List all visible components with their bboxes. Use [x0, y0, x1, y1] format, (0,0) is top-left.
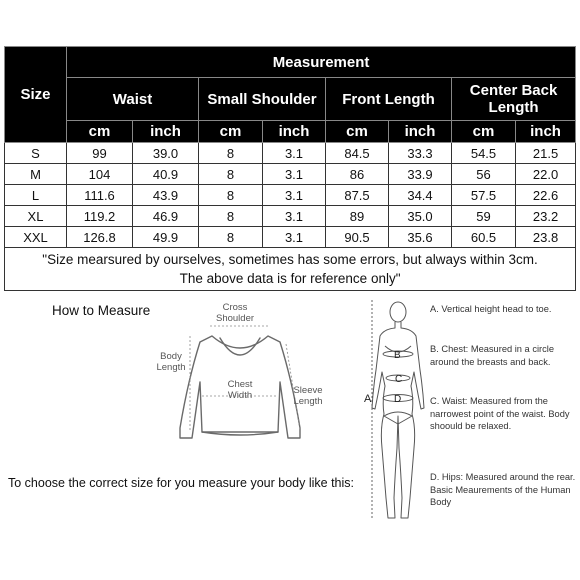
body-letter-a: A: [364, 393, 372, 405]
value-cell: 89: [326, 206, 389, 227]
value-cell: 56: [452, 164, 516, 185]
value-cell: 35.0: [389, 206, 452, 227]
value-cell: 3.1: [263, 206, 326, 227]
value-cell: 3.1: [263, 227, 326, 248]
value-cell: 8: [199, 185, 263, 206]
value-cell: 22.6: [516, 185, 576, 206]
value-cell: 3.1: [263, 143, 326, 164]
value-cell: 60.5: [452, 227, 516, 248]
unit-header: inch: [516, 121, 576, 143]
unit-header: inch: [263, 121, 326, 143]
choose-size-instruction: To choose the correct size for you measure your body like this:: [8, 476, 354, 490]
waist-header: Waist: [67, 78, 199, 121]
unit-header: cm: [452, 121, 516, 143]
body-figure: [362, 298, 432, 528]
value-cell: 39.0: [133, 143, 199, 164]
value-cell: 3.1: [263, 164, 326, 185]
value-cell: 8: [199, 206, 263, 227]
value-cell: 35.6: [389, 227, 452, 248]
value-cell: 54.5: [452, 143, 516, 164]
value-cell: 57.5: [452, 185, 516, 206]
value-cell: 34.4: [389, 185, 452, 206]
value-cell: 23.2: [516, 206, 576, 227]
measure-hips-text: D. Hips: Measured around the rear. Basic Meaurements of the Human Body: [430, 472, 576, 508]
cross-shoulder-label: Cross Shoulder: [215, 302, 255, 324]
table-row: [5, 164, 576, 185]
small-shoulder-header: Small Shoulder: [199, 78, 326, 121]
value-cell: 23.8: [516, 227, 576, 248]
value-cell: 119.2: [67, 206, 133, 227]
value-cell: 8: [199, 143, 263, 164]
measure-waist-text: C. Waist: Measured from the narrowest point of the waist. Body shoould be relaxed.: [430, 396, 570, 432]
value-cell: 22.0: [516, 164, 576, 185]
value-cell: 49.9: [133, 227, 199, 248]
table-row: [5, 143, 576, 164]
chest-width-label: Chest Width: [227, 379, 253, 401]
size-note-line: "Size mearsured by ourselves, sometimes has some errors, but always within 3cm.: [42, 252, 538, 267]
size-chart-table: [4, 46, 576, 291]
value-cell: 59: [452, 206, 516, 227]
measurement-header: Measurement: [67, 47, 576, 78]
body-length-label: Body Length: [156, 351, 186, 373]
value-cell: 86: [326, 164, 389, 185]
size-cell: XXL: [5, 227, 67, 248]
body-letter-d: D: [394, 394, 402, 405]
value-cell: 126.8: [67, 227, 133, 248]
size-note-line: The above data is for reference only": [179, 271, 401, 286]
value-cell: 90.5: [326, 227, 389, 248]
size-cell: S: [5, 143, 67, 164]
body-letter-b: B: [394, 350, 401, 361]
unit-header: inch: [389, 121, 452, 143]
size-cell: XL: [5, 206, 67, 227]
value-cell: 84.5: [326, 143, 389, 164]
value-cell: 99: [67, 143, 133, 164]
unit-header: cm: [326, 121, 389, 143]
size-note: [5, 248, 576, 291]
table-row: [5, 185, 576, 206]
value-cell: 33.9: [389, 164, 452, 185]
value-cell: 111.6: [67, 185, 133, 206]
body-letter-c: C: [395, 374, 403, 385]
value-cell: 3.1: [263, 185, 326, 206]
value-cell: 46.9: [133, 206, 199, 227]
how-to-measure-title: How to Measure: [52, 303, 151, 318]
value-cell: 43.9: [133, 185, 199, 206]
value-cell: 104: [67, 164, 133, 185]
front-length-header: Front Length: [326, 78, 452, 121]
measure-chest-text: B. Chest: Measured in a circle around the breasts and back.: [430, 344, 555, 367]
size-cell: M: [5, 164, 67, 185]
size-cell: L: [5, 185, 67, 206]
unit-header: inch: [133, 121, 199, 143]
sleeve-length-label: Sleeve Length: [293, 385, 323, 407]
center-back-length-header: Center Back Length: [452, 78, 576, 121]
value-cell: 8: [199, 164, 263, 185]
table-row: [5, 206, 576, 227]
value-cell: 87.5: [326, 185, 389, 206]
value-cell: 21.5: [516, 143, 576, 164]
table-row: [5, 227, 576, 248]
value-cell: 33.3: [389, 143, 452, 164]
measure-height-text: A. Vertical height head to toe.: [430, 304, 552, 314]
unit-header: cm: [67, 121, 133, 143]
value-cell: 40.9: [133, 164, 199, 185]
value-cell: 8: [199, 227, 263, 248]
size-header: Size: [5, 47, 67, 143]
unit-header: cm: [199, 121, 263, 143]
